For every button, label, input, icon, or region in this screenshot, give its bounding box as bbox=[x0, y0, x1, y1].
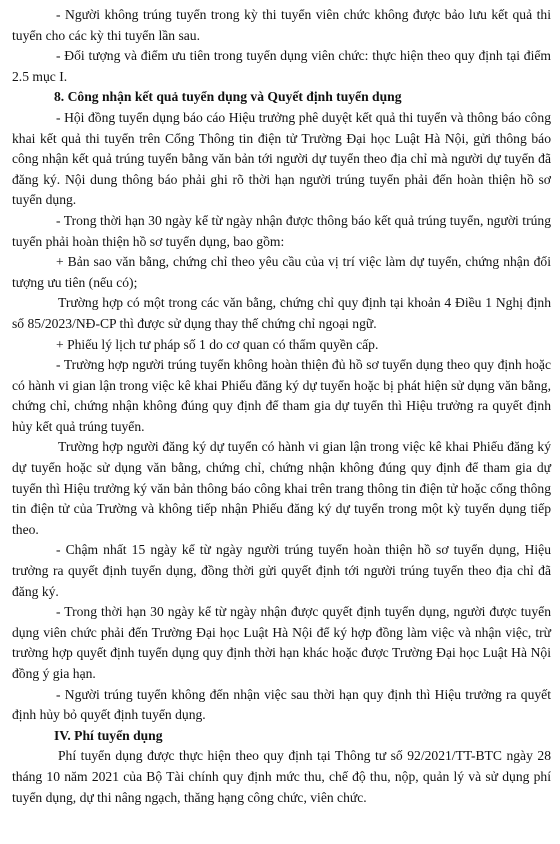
paragraph: Phí tuyển dụng được thực hiện theo quy định tại Thông tư số 92/2021/TT-BTC ngày 28 tháng 10 năm 2021 của Bộ Tài chính quy định mức thu, chế độ thu, nộp, quản lý và sử dụng phí tuyển dụng, dự thi nâng ngạch, thăng hạng công chức, viên chức. bbox=[12, 748, 551, 805]
paragraph: - Trong thời hạn 30 ngày kể từ ngày nhận được thông báo kết quả trúng tuyển, người trúng tuyển phải hoàn thiện hồ sơ tuyển dụng, bao gồm: bbox=[12, 212, 551, 249]
paragraph: - Chậm nhất 15 ngày kể từ ngày người trúng tuyển hoàn thiện hồ sơ tuyển dụng, Hiệu trưởng ra quyết định tuyển dụng, đồng thời gửi quyết định tới người trúng tuyển theo địa chỉ đã đăng ký. bbox=[12, 542, 551, 599]
paragraph: - Trường hợp người trúng tuyển không hoàn thiện đủ hồ sơ tuyển dụng theo quy định hoặc có hành vi gian lận trong việc kê khai Phiếu đăng ký dự tuyển hoặc bị phát hiện sử dụng văn bằng, chứng chỉ, chứng nhận không đúng quy định để tham gia dự tuyển thì Hiệu trưởng ra quyết định hủy kết quả trúng tuyển. bbox=[12, 357, 551, 434]
section-heading: 8. Công nhận kết quả tuyển dụng và Quyết định tuyển dụng bbox=[54, 89, 402, 105]
paragraph: Trường hợp có một trong các văn bằng, chứng chỉ quy định tại khoản 4 Điều 1 Nghị định số 85/2023/NĐ-CP thì được sử dụng thay thế chứng chỉ ngoại ngữ. bbox=[12, 295, 551, 331]
paragraph: - Trong thời hạn 30 ngày kể từ ngày nhận được quyết định tuyển dụng, người được tuyển dụng viên chức phải đến Trường Đại học Luật Hà Nội để ký hợp đồng làm việc và nhận việc, trừ trường hợp quyết định tuyển dụng quy định thời hạn khác hoặc được Trường Đại học Luật Hà Nội đồng ý gia hạn. bbox=[12, 604, 551, 681]
paragraph: Trường hợp người đăng ký dự tuyển có hành vi gian lận trong việc kê khai Phiếu đăng ký dự tuyển hoặc sử dụng văn bằng, chứng chỉ, chứng nhận không đúng quy định để tham gia dự tuyển thì Hiệu trưởng ký văn bản thông báo công khai trên trang thông tin điện tử hoặc cổng thông tin điện tử của Trường và không tiếp nhận Phiếu đăng ký dự tuyển trong một kỳ tuyển dụng tiếp theo. bbox=[12, 439, 551, 537]
paragraph: + Phiếu lý lịch tư pháp số 1 do cơ quan có thẩm quyền cấp. bbox=[56, 336, 379, 352]
section-heading: IV. Phí tuyển dụng bbox=[54, 727, 163, 743]
paragraph: - Hội đồng tuyển dụng báo cáo Hiệu trưởng phê duyệt kết quả thi tuyển và thông báo công khai kết quả thi tuyển trên Cổng Thông tin điện tử Trường Đại học Luật Hà Nội, gửi thông báo công nhận kết quả trúng tuyển bằng văn bản tới người dự tuyển theo địa chỉ mà người dự tuyển đã đăng ký. Nội dung thông báo phải ghi rõ thời hạn người trúng tuyển phải đến hoàn thiện hồ sơ tuyển dụng. bbox=[12, 109, 551, 208]
paragraph: + Bản sao văn bằng, chứng chỉ theo yêu cầu của vị trí việc làm dự tuyển, chứng nhận đối tượng ưu tiên (nếu có); bbox=[12, 254, 551, 290]
paragraph: - Người trúng tuyển không đến nhận việc sau thời hạn quy định thì Hiệu trưởng ra quyết định hủy bỏ quyết định tuyển dụng. bbox=[12, 686, 551, 723]
paragraph: - Đối tượng và điểm ưu tiên trong tuyển dụng viên chức: thực hiện theo quy định tại điểm 2.5 mục I. bbox=[12, 48, 551, 84]
paragraph: - Người không trúng tuyển trong kỳ thi tuyển viên chức không được bảo lưu kết quả thi tuyển cho các kỳ thi tuyển lần sau. bbox=[12, 7, 551, 43]
